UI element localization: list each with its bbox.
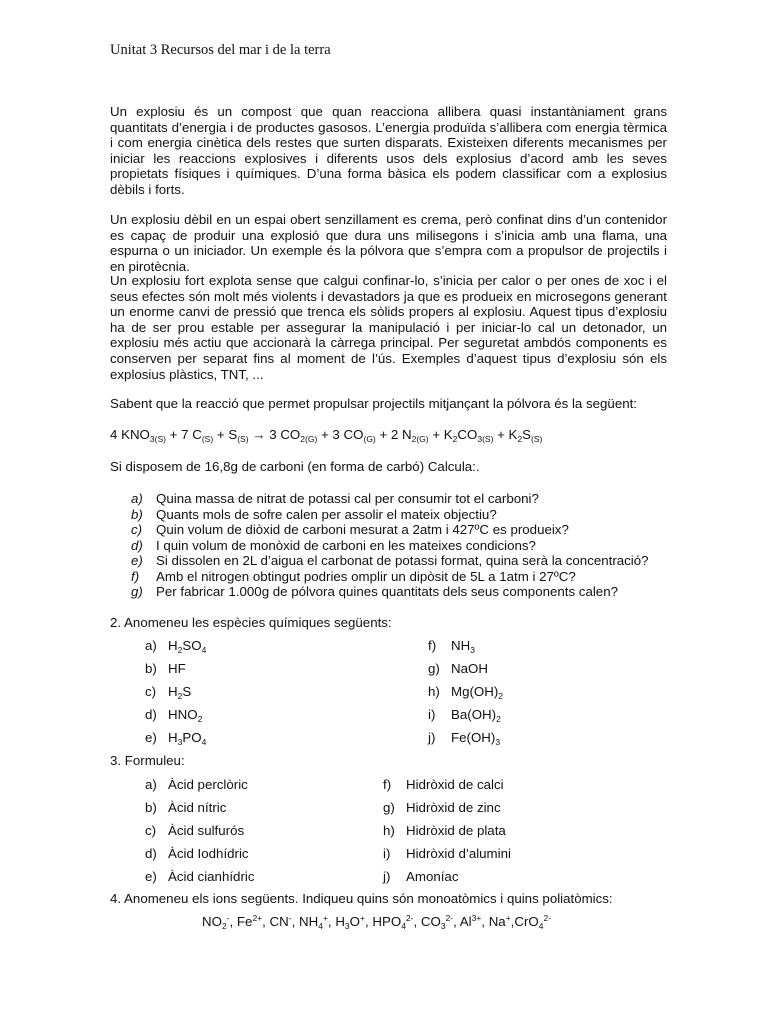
item-text: Hidròxid de calci	[406, 777, 504, 792]
item-letter: d)	[145, 846, 157, 861]
ion-separator: ,	[481, 914, 489, 929]
formula-item	[428, 730, 500, 746]
item-letter: h)	[428, 684, 440, 699]
formula-text: Ba(OH)	[451, 707, 497, 722]
item-text: Àcid cianhídric	[168, 869, 255, 884]
item-letter: f)	[383, 777, 392, 792]
formula-text: PO	[182, 730, 202, 745]
ion-symbol: CrO	[514, 914, 539, 929]
name-item	[145, 869, 254, 885]
formula-text: S	[182, 684, 192, 699]
item-letter: a)	[145, 777, 157, 792]
intro-paragraph-3: Un explosiu fort explota sense que calgui confinar-lo, s’inicia per calor o per ones de xoc i el seus efectes són molt més violents i devastadors ja que es produeix en microsegons generant un enorme canvi de pressió que trenca els sòlids propers al explosiu. Aquest tipus d’explosiu ha de ser prou estable per assegurar la manipulació i per iniciar-lo cal un detonador, un explosiu més actiu que accionarà la càrrega principal. Per seguretat ambdós components es conserven per separat fins al moment de l’ús. Exemples d’aquest tipus d’explosiu són els explosius plàstics, TNT, ...	[110, 273, 667, 382]
item-text: Hidròxid de zinc	[406, 800, 501, 815]
formula-subscript: 2	[496, 714, 501, 724]
formula-item	[428, 707, 501, 723]
formula-text: H	[168, 684, 178, 699]
formula-item	[428, 661, 488, 677]
ion	[237, 914, 270, 929]
ion-subscript: 4	[538, 921, 544, 931]
ion-subscript: 4	[318, 921, 323, 931]
ion-symbol: HPO	[372, 914, 402, 929]
formula-item	[145, 684, 191, 700]
item-letter: i)	[428, 707, 436, 722]
ion-charge: +	[505, 913, 511, 923]
formula-text: H	[168, 730, 178, 745]
item-text: Hidròxid de plata	[406, 823, 506, 838]
item-letter: c)	[145, 684, 157, 699]
ion-symbol: H	[335, 914, 345, 929]
item-letter: h)	[383, 823, 395, 838]
ion-charge: 2-	[405, 913, 414, 923]
page-header: Unitat 3 Recursos del mar i de la terra	[110, 42, 331, 58]
formula-text: Fe(OH)	[451, 730, 496, 745]
item-letter: b)	[145, 661, 157, 676]
ion-symbol: NO	[202, 914, 222, 929]
ion-symbol: Al	[459, 914, 472, 929]
ion	[489, 914, 515, 929]
ion-subscript: 4	[401, 921, 406, 931]
formula-text: HF	[168, 661, 186, 676]
ion-symbol: Fe	[236, 914, 253, 929]
formula-item	[145, 730, 206, 746]
ion	[460, 914, 489, 929]
formula-subscript: 3	[177, 737, 183, 747]
formula-text: H	[168, 638, 178, 653]
item-letter: d)	[145, 707, 157, 722]
ion-separator: ,	[413, 914, 421, 929]
ion-charge: 3+	[471, 913, 482, 923]
ion-separator: ,	[229, 914, 237, 929]
list-item: g) Per fabricar 1.000g de pólvora quines quantitats dels seus components calen?	[131, 584, 618, 599]
list-item: e) Si dissolen en 2L d’aigua el carbonat de potassi format, quina serà la concentració?	[131, 553, 649, 568]
ion-symbol: Na	[488, 914, 506, 929]
formula-subscript: 2	[177, 691, 183, 701]
item-letter: e)	[145, 869, 157, 884]
ion	[350, 914, 373, 929]
ion	[514, 914, 551, 929]
name-item	[383, 800, 501, 816]
ion-separator: ,	[291, 914, 299, 929]
ion-list	[202, 914, 551, 930]
formula-item	[428, 638, 475, 654]
ion-charge: -	[226, 913, 230, 923]
name-item	[383, 823, 506, 839]
name-item	[383, 869, 458, 885]
item-text: Hidròxid d’alumini	[406, 846, 511, 861]
item-letter: a)	[145, 638, 157, 653]
item-text: Àcid Iodhídric	[168, 846, 249, 861]
item-letter: f)	[428, 638, 437, 653]
formula-subscript: 4	[201, 737, 207, 747]
ion-charge: 2-	[445, 913, 454, 923]
ion	[372, 914, 421, 929]
intro-paragraph-2: Un explosiu dèbil en un espai obert senzillament es crema, però confinat dins d’un contenidor es capaç de produir una explosió que dura uns milisegons i s’inicia amb una flama, una espurna o un iniciador. Un exemple és la pólvora que s’empra com a propulsor de projectils i en pirotècnia.	[110, 212, 667, 274]
chemical-equation: 4 $KNO_{3(S)} + 7$ $C_{(S)} + S_{(S)} \to 3$ $CO_{2(G)} + 3$ $CO_{(G)} + 2$ $N_{2(G)} + K_2CO_{3(S)} + K_2S_{(S)}$	[110, 427, 543, 444]
arrow-icon: →	[248, 427, 270, 442]
item-letter: g)	[428, 661, 440, 676]
ion-charge: +	[360, 913, 365, 923]
item-text: Àcid perclòric	[168, 777, 248, 792]
formula-subscript: 2	[177, 645, 183, 655]
formula-subscript: 3	[495, 737, 501, 747]
formula-subscript: 4	[201, 645, 207, 655]
ion-separator: ,	[262, 914, 270, 929]
intro-paragraph-1: Un explosiu és un compost que quan reacciona allibera quasi instantàniament grans quantitats d’energia i de productes gasosos. L’energia produïda s’allibera com energia tèrmica i com energia cinètica dels restes que surten disparats. Existeixen diferents mecanismes per iniciar les reaccions explosives i diferents usos dels explosius d’acord amb les seves propietats físiques i químiques. D’una forma bàsica els podem classificar com a explosius dèbils i forts.	[110, 104, 667, 197]
ion-charge: -	[288, 913, 292, 923]
formula-subscript: 3	[470, 645, 475, 655]
item-letter: j)	[428, 730, 436, 745]
formula-text: HNO	[168, 707, 198, 722]
ion	[270, 914, 299, 929]
ion-separator: ,	[327, 914, 336, 929]
formula-text: NH	[451, 638, 471, 653]
ion-charge: 2+	[252, 913, 263, 923]
item-text: Àcid sulfurós	[168, 823, 245, 838]
formula-item	[145, 638, 206, 654]
item-text: Àcid nítric	[168, 800, 227, 815]
item-letter: i)	[383, 846, 391, 861]
list-item: b) Quants mols de sofre calen per assolir el mateix objectiu?	[131, 506, 497, 522]
item-letter: j)	[383, 869, 391, 884]
ion	[335, 914, 349, 929]
name-item	[145, 777, 248, 793]
ion-subscript: 3	[344, 921, 350, 931]
ion-symbol: CO	[420, 914, 441, 929]
ion	[202, 914, 237, 929]
list-item: f) Amb el nitrogen obtingut podries omplir un dipòsit de 5L a 1atm i 27ºC?	[131, 568, 576, 584]
ion-separator: ,	[364, 914, 373, 929]
ion	[299, 914, 335, 929]
item-letter: c)	[145, 823, 157, 838]
name-item	[383, 777, 504, 793]
formula-text: NaOH	[451, 661, 488, 676]
list-item: d) I quin volum de monòxid de carboni en les mateixes condicions?	[131, 537, 536, 553]
section-2-heading: 2. Anomeneu les espècies químiques següents:	[110, 615, 392, 630]
ion-separator: ,	[510, 914, 515, 929]
item-text: Amoníac	[406, 869, 459, 884]
ion-symbol: O	[349, 914, 360, 929]
formula-subscript: 2	[197, 714, 203, 724]
carbon-statement: Si disposem de 16,8g de carboni (en forma de carbó) Calcula:.	[110, 459, 480, 474]
ion-subscript: 2	[221, 921, 227, 931]
name-item	[145, 846, 249, 862]
formula-text: SO	[182, 638, 202, 653]
section-3-heading: 3. Formuleu:	[110, 753, 185, 768]
formula-subscript: 2	[498, 691, 504, 701]
list-item: c) Quin volum de diòxid de carboni mesurat a 2atm i 427ºC es produeix?	[131, 522, 569, 537]
name-item	[145, 823, 244, 839]
ion-separator: ,	[453, 914, 460, 929]
formula-text: Mg(OH)	[451, 684, 499, 699]
formula-item	[145, 661, 186, 677]
ion	[421, 914, 460, 929]
item-letter: g)	[383, 800, 395, 815]
reaction-intro: Sabent que la reacció que permet propulsar projectils mitjançant la pólvora és la següent:	[110, 396, 638, 411]
formula-item	[428, 684, 503, 700]
ion-charge: +	[322, 913, 328, 923]
list-item: a) Quina massa de nitrat de potassi cal per consumir tot el carboni?	[131, 491, 539, 506]
item-letter: b)	[145, 800, 157, 815]
question-list	[131, 491, 649, 600]
name-item	[383, 846, 511, 862]
ion-symbol: NH	[299, 914, 319, 929]
item-letter: e)	[145, 730, 157, 745]
formula-item	[145, 707, 202, 723]
ion-subscript: 3	[440, 921, 446, 931]
ion-symbol: CN	[269, 914, 289, 929]
ion-charge: 2-	[543, 913, 552, 923]
name-item	[145, 800, 226, 816]
section-4-heading: 4. Anomeneu els ions següents. Indiqueu quins són monoatòmics i quins poliatòmics:	[110, 891, 613, 906]
